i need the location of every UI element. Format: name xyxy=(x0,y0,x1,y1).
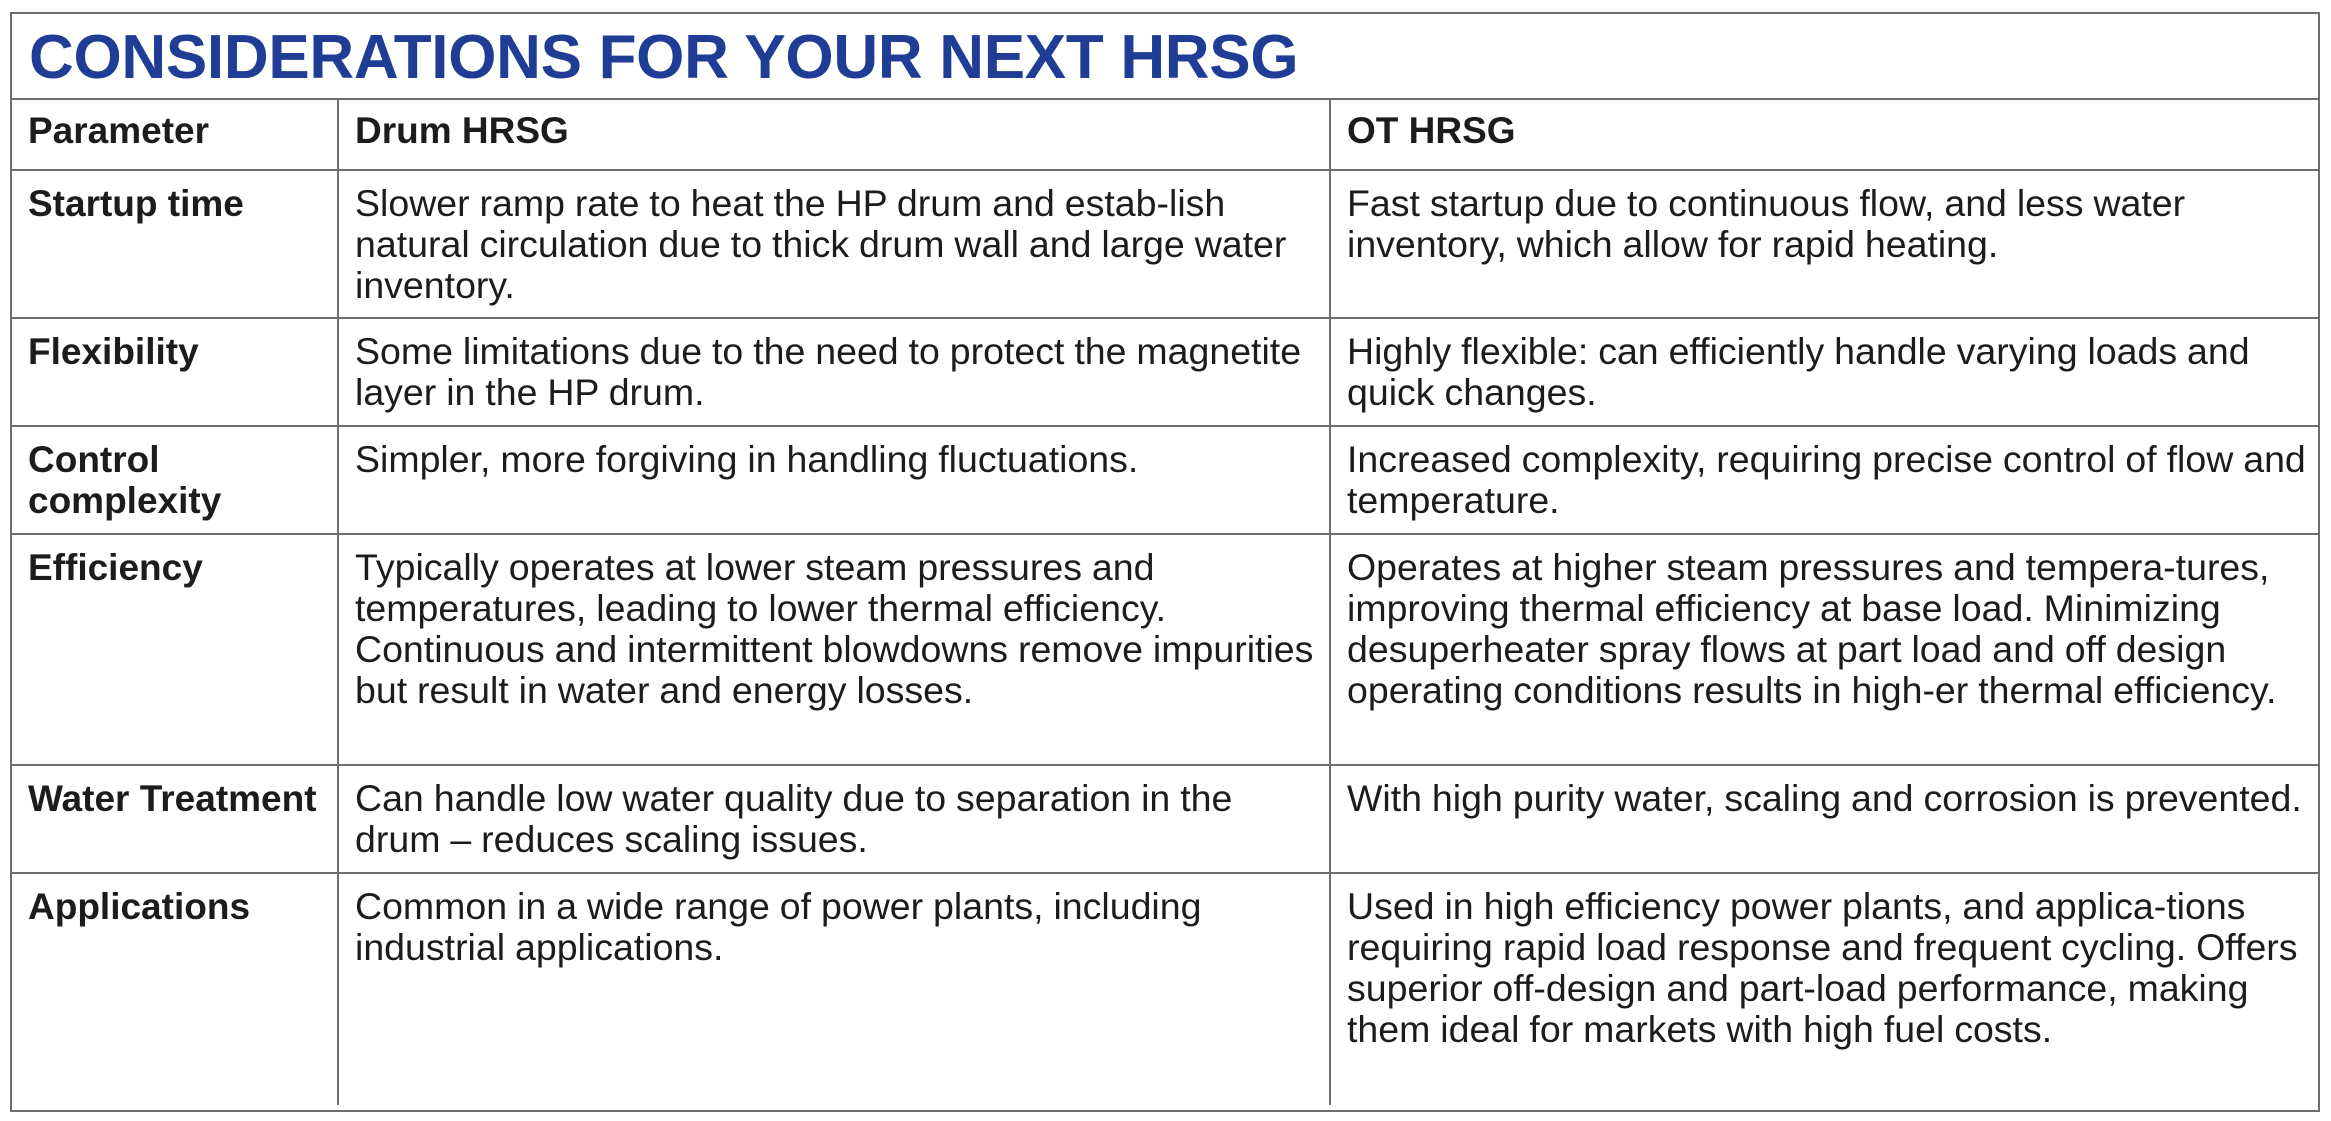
ot-cell: Used in high efficiency power plants, and applica-tions requiring rapid load response and frequent cycling. Offers superior off-design and part-load performance, making them ideal for markets with high fuel costs. xyxy=(1347,885,2298,1050)
ot-cell: Increased complexity, requiring precise control of flow and temperature. xyxy=(1330,426,2318,534)
drum-cell: Typically operates at lower steam pressures and temperatures, leading to lower thermal efficiency. Continuous and intermittent blowdowns remove impurities but result in water and energy losses. xyxy=(338,534,1330,765)
header-ot-hrsg: OT HRSG xyxy=(1330,100,2318,170)
table-row xyxy=(12,426,2318,534)
table-row xyxy=(12,765,2318,873)
drum-cell: Common in a wide range of power plants, including industrial applications. xyxy=(338,873,1330,1105)
ot-cell: Highly flexible: can efficiently handle varying loads and quick changes. xyxy=(1330,318,2318,426)
parameter-cell: Efficiency xyxy=(12,534,338,765)
parameter-cell: Startup time xyxy=(12,170,338,318)
parameter-cell: Water Treatment xyxy=(12,765,338,873)
drum-cell: Can handle low water quality due to separation in the drum – reduces scaling issues. xyxy=(338,765,1330,873)
table-row xyxy=(12,318,2318,426)
table-row xyxy=(12,873,2318,1105)
table-row xyxy=(12,534,2318,765)
header-row xyxy=(12,100,2318,170)
comparison-table-frame xyxy=(10,12,2320,1112)
header-drum-hrsg: Drum HRSG xyxy=(338,100,1330,170)
comparison-table xyxy=(12,100,2318,1105)
parameter-cell: Control complexity xyxy=(12,426,338,534)
parameter-cell: Flexibility xyxy=(12,318,338,426)
drum-cell: Slower ramp rate to heat the HP drum and estab-lish natural circulation due to thick drum wall and large water inventory. xyxy=(338,170,1330,318)
header-parameter: Parameter xyxy=(12,100,338,170)
drum-cell: Simpler, more forgiving in handling fluctuations. xyxy=(338,426,1330,534)
ot-cell: With high purity water, scaling and corrosion is prevented. xyxy=(1330,765,2318,873)
parameter-cell: Applications xyxy=(12,873,338,1105)
ot-cell: Fast startup due to continuous flow, and less water inventory, which allow for rapid heating. xyxy=(1330,170,2318,318)
table-title: CONSIDERATIONS FOR YOUR NEXT HRSG xyxy=(29,23,1299,92)
table-title-bar xyxy=(12,14,2318,100)
table-row xyxy=(12,170,2318,318)
drum-cell: Some limitations due to the need to protect the magnetite layer in the HP drum. xyxy=(338,318,1330,426)
ot-cell: Operates at higher steam pressures and tempera-tures, improving thermal efficiency at base load. Minimizing desuperheater spray flows at part load and off design operating conditions results in high-er thermal efficiency. xyxy=(1330,534,2318,765)
